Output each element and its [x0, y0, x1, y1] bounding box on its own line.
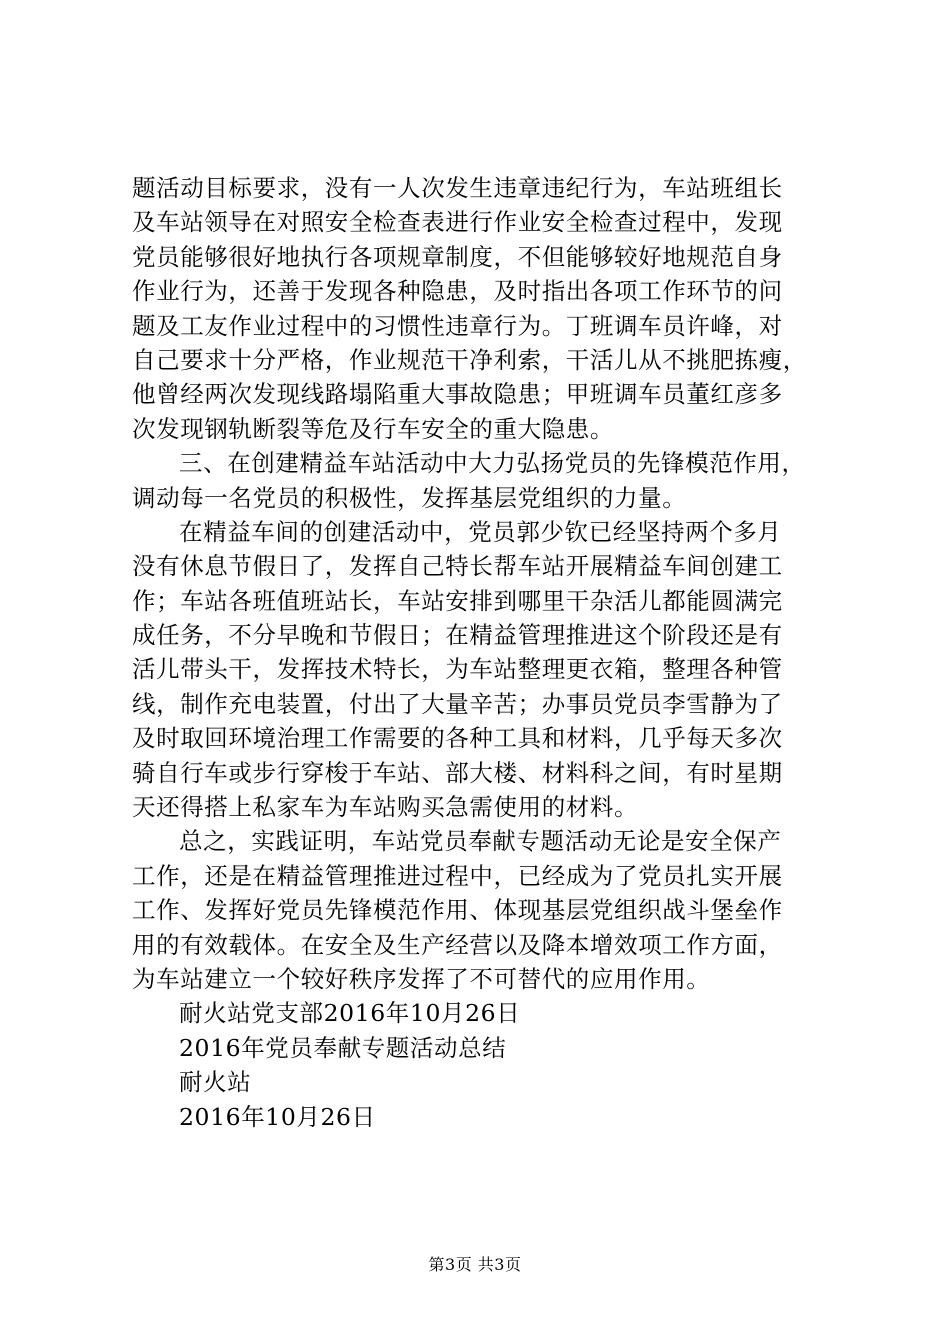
paragraph-container	[132, 171, 848, 996]
paragraph	[132, 446, 848, 515]
signature-station: 耐火站	[179, 1068, 252, 1097]
paragraph-line: 作业行为，还善于发现各种隐患，及时指出各项工作环节的问	[132, 277, 783, 306]
paragraph	[132, 824, 848, 996]
paragraph-line: 总之，实践证明，车站党员奉献专题活动无论是安全保产	[179, 827, 782, 856]
paragraph	[132, 171, 848, 446]
signature-title: 2016年党员奉献专题活动总结	[179, 1033, 507, 1062]
paragraph-line: 活儿带头干，发挥技术特长，为车站整理更衣箱，整理各种管	[132, 655, 783, 684]
signature-department-date: 耐火站党支部2016年10月26日	[179, 999, 521, 1028]
paragraph-line: 在精益车间的创建活动中，党员郭少钦已经坚持两个多月	[179, 517, 782, 546]
paragraph-line: 题活动目标要求，没有一人次发生违章违纪行为，车站班组长	[132, 174, 783, 202]
paragraph-line: 为车站建立一个较好秩序发挥了不可替代的应用作用。	[132, 964, 711, 993]
paragraph-line: 及时取回环境治理工作需要的各种工具和材料，几乎每天多次	[132, 724, 783, 753]
paragraph-line: 作；车站各班值班站长，车站安排到哪里干杂活儿都能圆满完	[132, 586, 783, 615]
paragraph-line: 骑自行车或步行穿梭于车站、部大楼、材料科之间，有时星期	[132, 758, 783, 787]
paragraph-line: 题及工友作业过程中的习惯性违章行为。丁班调车员许峰，对	[132, 311, 783, 340]
paragraph-line: 工作，还是在精益管理推进过程中，已经成为了党员扎实开展	[132, 861, 783, 890]
paragraph	[132, 515, 848, 825]
signature-date: 2016年10月26日	[179, 1102, 376, 1131]
paragraph-line: 三、在创建精益车站活动中大力弘扬党员的先锋模范作用，	[179, 449, 806, 478]
paragraph-line: 次发现钢轨断裂等危及行车安全的重大隐患。	[132, 414, 614, 443]
paragraph-line: 成任务，不分早晚和节假日；在精益管理推进这个阶段还是有	[132, 621, 783, 650]
paragraph-line: 自己要求十分严格，作业规范干净利索，干活儿从不挑肥拣瘦，	[132, 345, 807, 374]
paragraph-line: 线，制作充电装置，付出了大量辛苦；办事员党员李雪静为了	[132, 689, 783, 718]
paragraph-line: 没有休息节假日了，发挥自己特长帮车站开展精益车间创建工	[132, 552, 783, 581]
paragraph-line: 及车站领导在对照安全检查表进行作业安全检查过程中，发现	[132, 208, 783, 237]
paragraph-line: 党员能够很好地执行各项规章制度，不但能够较好地规范自身	[132, 242, 783, 271]
document-body	[132, 171, 848, 1134]
page-footer: 第3页 共3页	[428, 1255, 522, 1274]
paragraph-line: 工作、发挥好党员先锋模范作用、体现基层党组织战斗堡垒作	[132, 896, 783, 925]
paragraph-line: 天还得搭上私家车为车站购买急需使用的材料。	[132, 793, 639, 822]
paragraph-line: 用的有效载体。在安全及生产经营以及降本增效项工作方面，	[132, 930, 783, 959]
paragraph-line: 调动每一名党员的积极性，发挥基层党组织的力量。	[132, 483, 687, 512]
paragraph-line: 他曾经两次发现线路塌陷重大事故隐患；甲班调车员董红彦多	[132, 380, 783, 409]
